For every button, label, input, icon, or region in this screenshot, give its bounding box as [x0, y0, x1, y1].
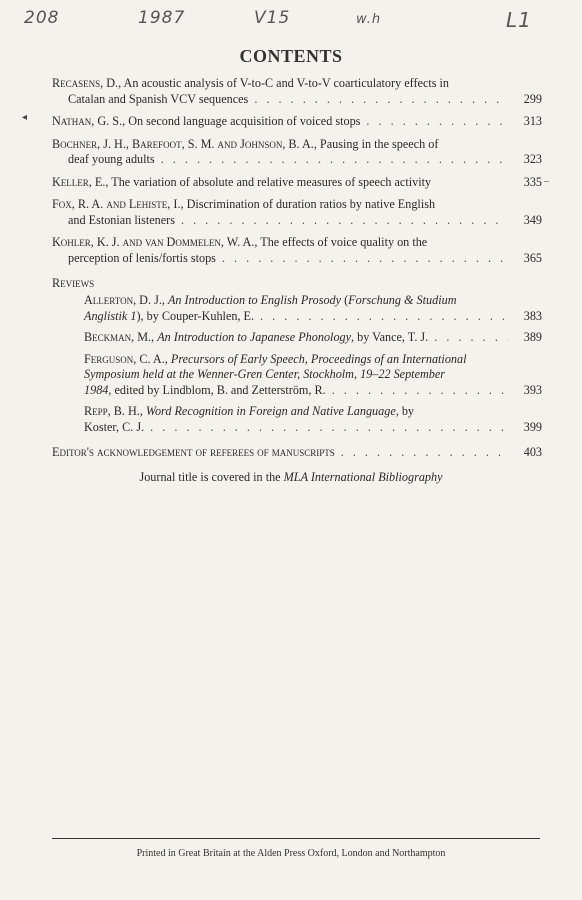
entry-author: Kohler, K. J. and van Dommelen, W. A.: [52, 235, 255, 249]
review-entry: Beckman, M., An Introduction to Japanese Phonology, by Vance, T. J. . . . 389: [84, 330, 514, 346]
review-page: 383: [523, 308, 542, 323]
entry-title: , Pausing in the speech of: [313, 136, 439, 151]
review-reviewer: Koster, C. J.: [84, 419, 145, 434]
entry-page: 349: [523, 212, 542, 227]
entry-page: 365: [523, 250, 542, 265]
review-reviewer: , by Vance, T. J.: [351, 330, 429, 344]
printer-imprint: Printed in Great Britain at the Alden Press Oxford, London and Northampton: [136, 848, 446, 859]
entry-page: 313: [523, 114, 542, 128]
review-title: An Introduction to English Prosody: [167, 293, 342, 307]
entry-title: , An acoustic analysis of V-to-C and V-to-V coarticulatory effects in: [118, 76, 450, 90]
entry-title-cont: deaf young adults: [68, 152, 155, 166]
review-entry: Repp, B. H., Word Recognition in Foreign and Native Language, by Koster, C. J. . . . 399: [84, 404, 514, 435]
handwritten-note: V15: [254, 8, 291, 28]
contents-entry: [52, 76, 542, 107]
pencil-mark: –: [544, 176, 549, 187]
entry-title: , The effects of voice quality on the: [254, 235, 428, 249]
handwritten-note: 1987: [138, 8, 186, 28]
review-entry: Ferguson, C. A., Precursors of Early Speech, Proceedings of an International Symposium held at the Wenner-Gren Center, Stockholm, 19–22 September 1984, edited by Lindblom, B. and Zetterström, R. . . . 393: [84, 352, 514, 399]
review-author: Ferguson, C. A.: [84, 351, 165, 366]
review-page: 399: [523, 419, 542, 434]
review-author: Allerton, D. J.: [84, 293, 162, 307]
review-reviewer: ), by Couper-Kuhlen, E.: [136, 308, 255, 323]
indexing-note: Journal title is covered in the MLA International Bibliography: [139, 470, 443, 484]
page-title: CONTENTS: [239, 46, 343, 66]
entry-title-cont: and Estonian listeners: [68, 212, 175, 227]
ack-entry: Editor's acknowledgement of referees of manuscripts: [52, 445, 335, 459]
handwritten-note: w.h: [356, 12, 382, 27]
footer-rule: [52, 838, 540, 839]
entry-author: Bochner, J. H., Barefoot, S. M. and Johnson, B. A.: [52, 136, 314, 151]
review-author: Repp, B. H.: [84, 404, 140, 418]
entry-author: Fox, R. A. and Lehiste, I.: [52, 197, 181, 211]
contents-entry: [52, 174, 542, 191]
pencil-mark: ◂: [22, 112, 28, 123]
contents-entry: [52, 445, 542, 461]
review-series-cont: Anglistik 1: [84, 308, 137, 323]
review-title: Word Recognition in Foreign and Native Language: [145, 404, 396, 418]
review-page: 393: [523, 382, 542, 397]
entry-title-cont: perception of lenis/fortis stops: [68, 250, 216, 265]
contents-entry: [52, 235, 542, 266]
contents-entry: [52, 136, 542, 168]
entry-page: 323: [523, 152, 542, 166]
entry-page: 403: [523, 445, 542, 459]
review-entry: Allerton, D. J., An Introduction to English Prosody (Forschung & Studium Anglistik 1), by Couper-Kuhlen, E. . . . 383: [84, 293, 514, 324]
review-title-cont: Symposium held at the Wenner-Gren Center, Stockholm, 19–22 September: [84, 367, 446, 381]
entry-title: , On second language acquisition of voiced stops: [122, 114, 361, 128]
entry-title: , Discrimination of duration ratios by native English: [180, 197, 436, 211]
contents-entry: [52, 197, 542, 228]
handwritten-note: 208: [24, 8, 60, 28]
review-title: Precursors of Early Speech, Proceedings of an International: [170, 351, 467, 366]
entry-page: 299: [523, 91, 542, 106]
review-title: An Introduction to Japanese Phonology: [157, 330, 352, 344]
bibliography-title: MLA International Bibliography: [283, 470, 443, 484]
entry-author: Keller, E.: [52, 174, 106, 189]
review-page: 389: [523, 330, 542, 344]
reviews-heading: Reviews: [52, 276, 95, 290]
review-title-cont: 1984: [84, 382, 109, 397]
entry-author: Nathan, G. S.: [52, 114, 123, 128]
review-reviewer: , edited by Lindblom, B. and Zetterström, R.: [108, 382, 326, 397]
review-author: Beckman, M.: [84, 330, 152, 344]
contents-entry: [52, 114, 542, 130]
handwritten-note: L1: [506, 8, 532, 32]
entry-title-cont: Catalan and Spanish VCV sequences: [68, 91, 249, 106]
review-series: Forschung & Studium: [348, 293, 457, 307]
entry-page: 335: [523, 174, 542, 189]
entry-title: , The variation of absolute and relative measures of speech activity: [105, 174, 432, 189]
entry-author: Recasens, D.: [52, 76, 119, 90]
contents-list: [52, 76, 542, 468]
